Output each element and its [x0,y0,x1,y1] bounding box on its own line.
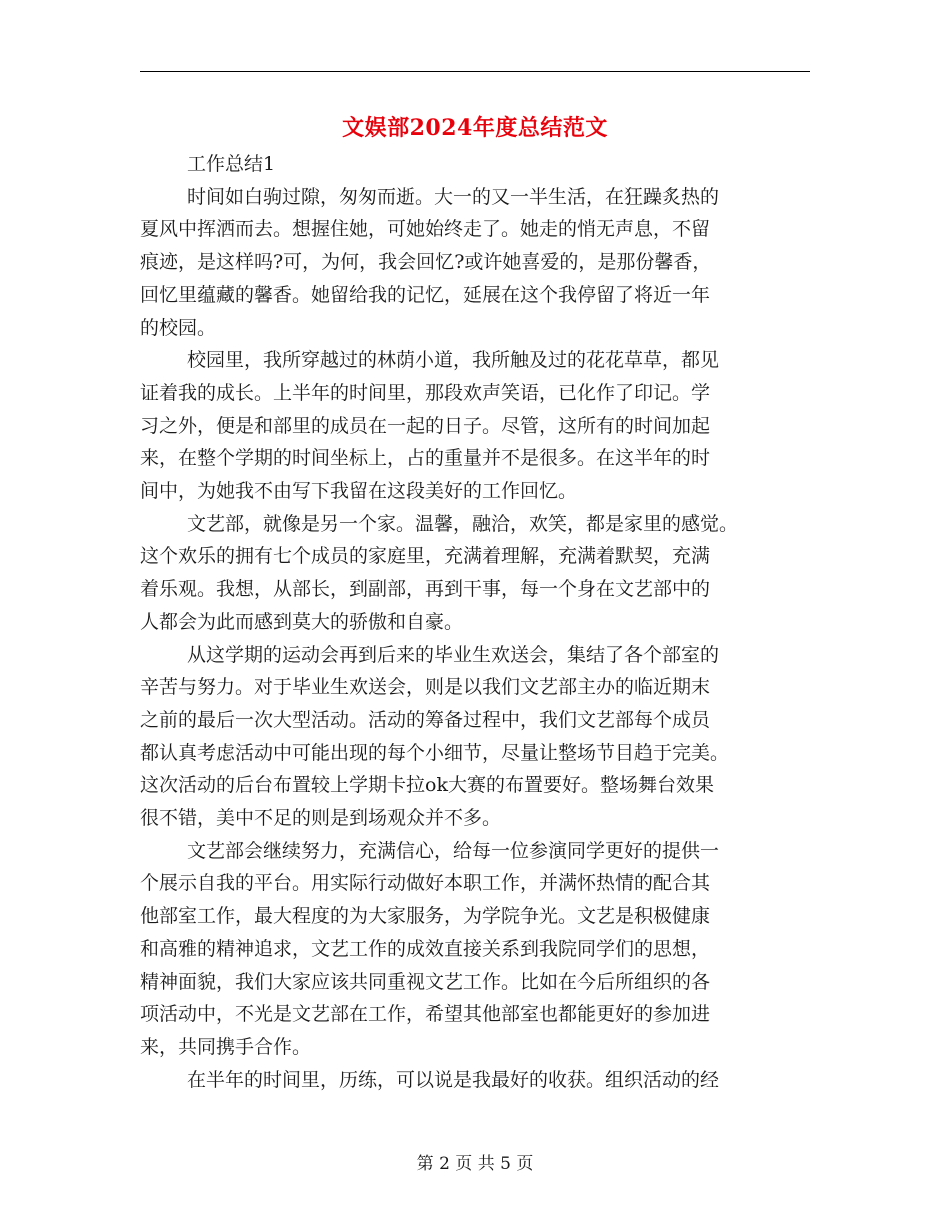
text-line: 项活动中，不光是文艺部在工作，希望其他部室也都能更好的参加进 [140,1003,711,1026]
text-line: 文艺部会继续努力，充满信心，给每一位参演同学更好的提供一 [187,839,720,862]
text-line: 着乐观。我想，从部长，到副部，再到干事，每一个身在文艺部中的 [140,578,711,601]
paragraph [140,181,810,345]
text-line: 夏风中挥洒而去。想握住她，可她始终走了。她走的悄无声息，不留 [140,218,711,241]
document-body [140,148,810,1096]
paragraph [140,639,810,835]
text-line: 工作总结1 [187,153,276,175]
text-line: 间中，为她我不由写下我留在这段美好的工作回忆。 [140,480,578,503]
paragraph [140,835,810,1064]
document-title: 文娱部2024年度总结范文 [342,115,608,141]
text-line: 时间如白驹过隙，匆匆而逝。大一的又一半生活，在狂躁炙热的 [187,185,720,208]
text-line: 辛苦与努力。对于毕业生欢送会，则是以我们文艺部主办的临近期末 [140,676,711,699]
text-line: 他部室工作，最大程度的为大家服务，为学院争光。文艺是积极健康 [140,905,711,928]
text-line: 来，共同携手合作。 [140,1035,312,1058]
paragraph [140,1064,810,1097]
text-line: 痕迹，是这样吗?可，为何，我会回忆?或许她喜爱的，是那份馨香， [140,251,712,274]
page-footer: 第 2 页 共 5 页 [416,1154,534,1174]
paragraph [140,148,810,181]
paragraph [140,508,810,639]
text-line: 校园里，我所穿越过的林荫小道，我所触及过的花花草草，都见 [187,349,720,372]
text-line: 很不错，美中不足的则是到场观众并不多。 [140,807,502,830]
text-line: 的校园。 [140,316,217,339]
header-rule [140,71,810,72]
text-line: 证着我的成长。上半年的时间里，那段欢声笑语，已化作了印记。学 [140,381,711,404]
text-line: 个展示自我的平台。用实际行动做好本职工作，并满怀热情的配合其 [140,872,711,895]
text-line: 精神面貌，我们大家应该共同重视文艺工作。比如在今后所组织的各 [140,970,711,993]
text-line: 习之外，便是和部里的成员在一起的日子。尽管，这所有的时间加起 [140,414,711,437]
text-line: 回忆里蕴藏的馨香。她留给我的记忆，延展在这个我停留了将近一年 [140,283,711,306]
text-line: 这次活动的后台布置较上学期卡拉ok大赛的布置要好。整场舞台效果 [140,774,714,797]
text-line: 在半年的时间里，历练，可以说是我最好的收获。组织活动的经 [187,1068,720,1091]
paragraph [140,344,810,508]
text-line: 文艺部，就像是另一个家。温馨，融洽，欢笑，都是家里的感觉。 [187,512,739,535]
text-line: 从这学期的运动会再到后来的毕业生欢送会，集结了各个部室的 [187,643,720,666]
text-line: 和高雅的精神追求，文艺工作的成效直接关系到我院同学们的思想， [140,937,711,960]
text-line: 之前的最后一次大型活动。活动的筹备过程中，我们文艺部每个成员 [140,708,711,731]
text-line: 都认真考虑活动中可能出现的每个小细节，尽量让整场节目趋于完美。 [140,741,730,764]
text-line: 这个欢乐的拥有七个成员的家庭里，充满着理解，充满着默契，充满 [140,545,711,568]
text-line: 人都会为此而感到莫大的骄傲和自豪。 [140,610,464,633]
text-line: 来，在整个学期的时间坐标上，占的重量并不是很多。在这半年的时 [140,447,711,470]
